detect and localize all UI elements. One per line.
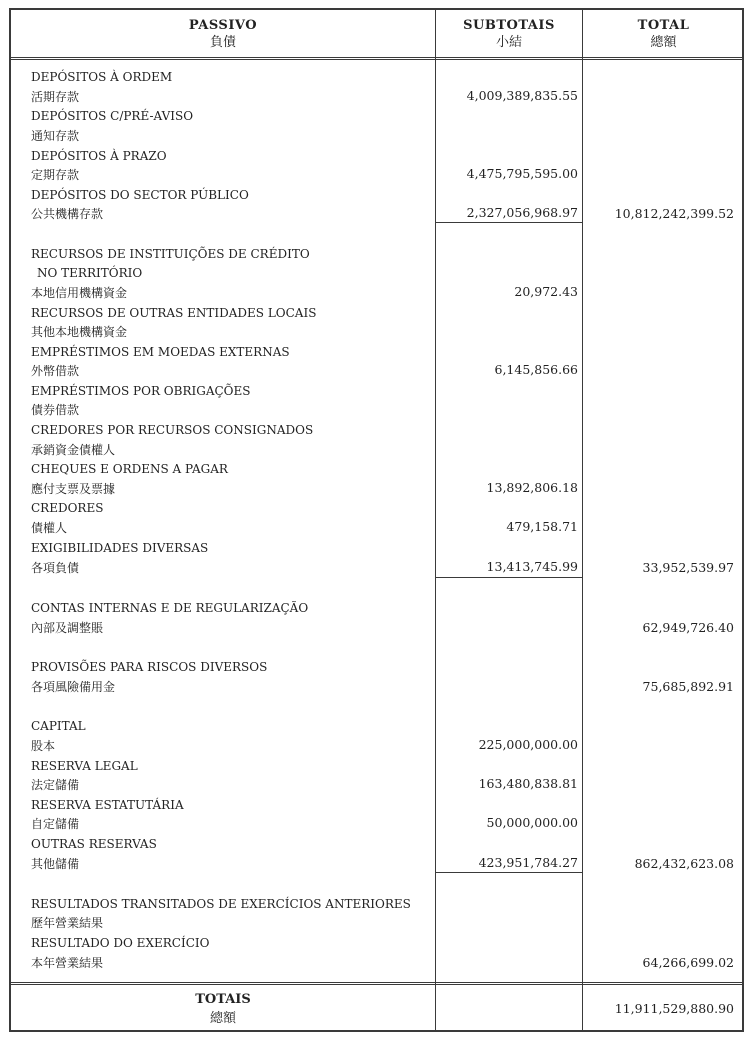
header-subtotais [436, 10, 582, 57]
header-subtotais-zh: 小結 [495, 34, 522, 50]
row-label-zh: 應付支票及票據 [31, 482, 116, 496]
row-label-zh: 債權人 [31, 521, 68, 535]
subtotal-rule [435, 872, 582, 873]
row-label-zh: 定期存款 [31, 168, 80, 182]
subtotal-value: 423,951,784.27 [478, 855, 578, 870]
row-label-pt: RESERVA ESTATUTÁRIA [31, 798, 184, 812]
row-label-zh: 本年營業結果 [31, 956, 104, 970]
row-label-pt: DEPÓSITOS C/PRÉ-AVISO [31, 109, 194, 123]
row-label-zh: 其他儲備 [31, 857, 80, 871]
header-passivo-zh: 負債 [209, 34, 236, 50]
row-label-pt: RESERVA LEGAL [31, 759, 138, 773]
subtotal-value: 4,475,795,595.00 [466, 166, 578, 181]
subtotal-value: 225,000,000.00 [478, 737, 578, 752]
subtotal-value: 13,413,745.99 [486, 559, 578, 574]
row-label-zh: 債券借款 [31, 403, 80, 417]
row-label-zh: 其他本地機構資金 [31, 325, 128, 339]
row-label-pt: DEPÓSITOS DO SECTOR PÚBLICO [31, 188, 249, 202]
row-label-pt: CHEQUES E ORDENS A PAGAR [31, 462, 228, 476]
subtotal-value: 13,892,806.18 [486, 480, 578, 495]
row-label-zh: 法定儲備 [31, 778, 80, 792]
row-label-pt: CAPITAL [31, 719, 86, 733]
row-label-zh: 本地信用機構資金 [31, 286, 128, 300]
subtotal-value: 479,158.71 [506, 519, 578, 534]
row-label-zh: 承銷資金債權人 [31, 443, 116, 457]
subtotal-value: 50,000,000.00 [486, 815, 578, 830]
subtotal-value: 163,480,838.81 [478, 776, 578, 791]
row-label-pt: CREDORES POR RECURSOS CONSIGNADOS [31, 423, 314, 437]
total-value: 33,952,539.97 [642, 560, 734, 575]
header-passivo [11, 10, 435, 57]
row-label-zh: 自定儲備 [31, 817, 80, 831]
total-value: 62,949,726.40 [642, 620, 734, 635]
header-divider [11, 57, 742, 60]
row-label-pt: PROVISÕES PARA RISCOS DIVERSOS [31, 660, 268, 674]
totals-divider [11, 982, 742, 985]
column-divider [582, 10, 583, 1030]
subtotal-rule [435, 222, 582, 223]
row-label-pt: RESULTADOS TRANSITADOS DE EXERCÍCIOS ANTERIORES [31, 897, 411, 911]
balance-sheet-liabilities-table [9, 8, 744, 1032]
row-label-zh: 通知存款 [31, 129, 80, 143]
subtotal-value: 2,327,056,968.97 [466, 205, 578, 220]
row-label-zh: 股本 [31, 739, 56, 753]
row-label-zh: 活期存款 [31, 90, 80, 104]
row-label-pt: RECURSOS DE OUTRAS ENTIDADES LOCAIS [31, 306, 317, 320]
total-value: 64,266,699.02 [642, 955, 734, 970]
row-label-pt: OUTRAS RESERVAS [31, 837, 157, 851]
totals-label-pt: TOTAIS [195, 992, 251, 1007]
total-value: 862,432,623.08 [634, 856, 734, 871]
row-label-zh: 歷年營業結果 [31, 916, 104, 930]
grand-total-value: 11,911,529,880.90 [614, 1001, 734, 1016]
total-value: 75,685,892.91 [642, 679, 734, 694]
row-label-pt: EXIGIBILIDADES DIVERSAS [31, 541, 209, 555]
row-label-pt: NO TERRITÓRIO [37, 266, 143, 280]
row-label-zh: 內部及調整賬 [31, 621, 104, 635]
row-label-pt: RECURSOS DE INSTITUIÇÕES DE CRÉDITO [31, 247, 310, 261]
row-label-zh: 公共機構存款 [31, 207, 104, 221]
row-label-pt: EMPRÉSTIMOS POR OBRIGAÇÕES [31, 384, 251, 398]
total-value: 10,812,242,399.52 [614, 206, 734, 221]
totals-label [11, 986, 435, 1032]
subtotal-value: 6,145,856.66 [494, 362, 578, 377]
totals-label-zh: 總額 [209, 1011, 236, 1026]
subtotal-rule [435, 577, 582, 578]
row-label-pt: EMPRÉSTIMOS EM MOEDAS EXTERNAS [31, 345, 290, 359]
row-label-zh: 外幣借款 [31, 364, 80, 378]
row-label-pt: CONTAS INTERNAS E DE REGULARIZAÇÃO [31, 601, 309, 615]
header-passivo-pt: PASSIVO [188, 17, 258, 33]
row-label-pt: RESULTADO DO EXERCÍCIO [31, 936, 210, 950]
header-total-pt: TOTAL [637, 17, 690, 33]
row-label-pt: DEPÓSITOS À PRAZO [31, 149, 167, 163]
header-total-zh: 總額 [650, 34, 677, 50]
row-label-zh: 各項風險備用金 [31, 680, 116, 694]
row-label-zh: 各項負債 [31, 561, 80, 575]
column-divider [435, 10, 436, 1030]
row-label-pt: DEPÓSITOS À ORDEM [31, 70, 173, 84]
subtotal-value: 20,972.43 [514, 284, 578, 299]
header-total [583, 10, 744, 57]
row-label-pt: CREDORES [31, 501, 104, 515]
subtotal-value: 4,009,389,835.55 [466, 88, 578, 103]
header-subtotais-pt: SUBTOTAIS [463, 17, 555, 33]
